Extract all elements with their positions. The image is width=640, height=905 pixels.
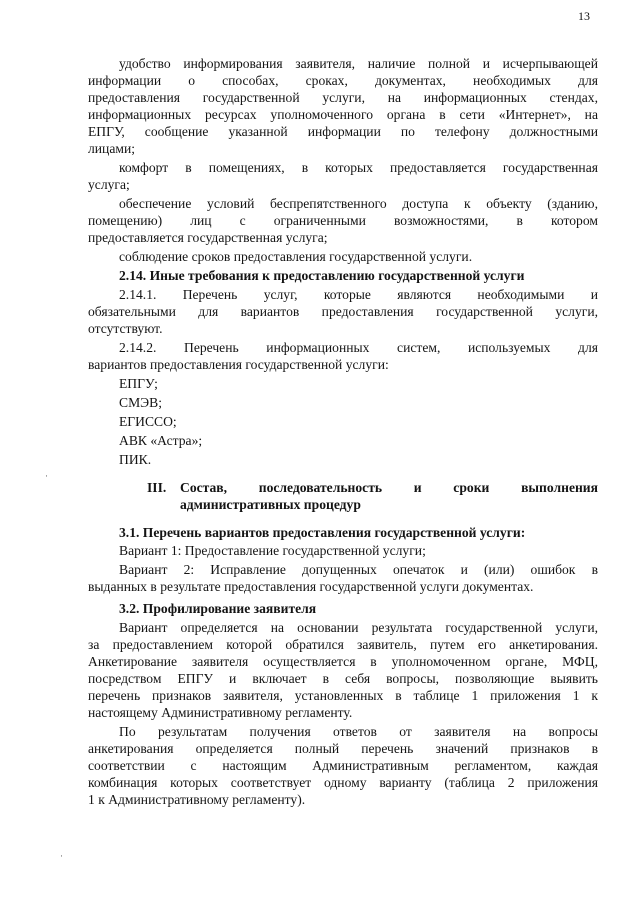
heading-2-14 [88,267,598,284]
page-number: 13 [578,9,590,23]
text-line: соответствии с настоящим Административным регламентом, каждая [88,758,598,773]
heading-text: 2.14. Иные требования к предоставлению государственной услуги [119,268,525,283]
text-line: 2.14.1. Перечень услуг, которые являются необходимыми и [119,287,598,302]
heading-3-1 [88,524,598,541]
text-line: предоставляется государственная услуга; [88,230,328,245]
text-line: помещению) лиц с ограниченными возможностями, в котором [88,213,598,228]
text-line: обеспечение условий беспрепятственного доступа к объекту (зданию, [119,196,598,211]
section-title-line2: административных процедур [180,497,361,512]
paragraph-3-2-a [88,619,598,636]
text-line: предоставления государственной услуги, на информационных стендах, [88,90,598,105]
text-line: вариантов предоставления государственной услуги: [88,357,389,372]
scan-speck: · [45,471,48,481]
list-item: ПИК. [119,452,152,467]
text-line: Вариант 1: Предоставление государственной услуги; [119,543,426,558]
paragraph-3-2-b [88,723,598,740]
list-item: ЕПГУ; [119,376,158,391]
variant-2 [88,561,598,578]
text-line: соблюдение сроков предоставления государственной услуги. [119,249,473,264]
paragraph-deadlines [88,248,598,265]
variant-1 [88,542,598,559]
text-line: услуга; [88,177,130,192]
heading-text: 3.2. Профилирование заявителя [119,601,317,616]
text-line: комбинация которых соответствует одному варианту (таблица 2 приложения [88,775,598,790]
list-item: СМЭВ; [119,395,162,410]
text-line: настоящему Административному регламенту. [88,705,353,720]
text-line: Анкетирование заявителя осуществляется в уполномоченном органе, МФЦ, [88,654,598,669]
paragraph-accessibility [88,195,598,212]
paragraph-2-14-1 [88,286,598,303]
text-line: Вариант определяется на основании результата государственной услуги, [119,620,598,635]
paragraph-2-14-2 [88,339,598,356]
text-line: выданных в результате предоставления государственной услуги документах. [88,579,534,594]
scan-speck: · [60,851,63,861]
text-line: 2.14.2. Перечень информационных систем, используемых для [119,340,598,355]
text-line: ЕПГУ, сообщение указанной информации по телефону должностными [88,124,598,139]
text-line: Вариант 2: Исправление допущенных опечаток и (или) ошибок в [119,562,598,577]
text-line: за предоставлением которой обратился заявитель, путем его анкетирования. [88,637,598,652]
text-line: лицами; [88,141,136,156]
text-line: анкетирования определяется полный перечень значений признаков в [88,741,598,756]
heading-3-2 [88,600,598,617]
text-line: удобство информирования заявителя, наличие полной и исчерпывающей [119,56,598,71]
text-line: комфорт в помещениях, в которых предоставляется государственная [119,160,598,175]
section-title: Состав, последовательность и сроки выполнения [180,480,598,495]
text-line: обязательными для вариантов предоставления государственной услуги, [88,304,598,319]
text-line: отсутствуют. [88,321,163,336]
paragraph-comfort [88,159,598,176]
heading-text: 3.1. Перечень вариантов предоставления государственной услуги: [119,525,526,540]
text-line: информационных ресурсах уполномоченного органа в сети «Интернет», на [88,107,598,122]
text-line: посредством ЕПГУ и включает в себя вопросы, позволяющие выявить [88,671,598,686]
list-item: АВК «Астра»; [119,433,203,448]
section-number: III. [147,480,167,495]
text-line: 1 к Административному регламенту). [88,792,306,807]
text-line: По результатам получения ответов от заявителя на вопросы [119,724,598,739]
text-line: информации о способах, сроках, документах, необходимых для [88,73,598,88]
paragraph-information [88,55,598,72]
text-line: перечень признаков заявителя, установленных в таблице 1 приложения 1 к [88,688,598,703]
list-item: ЕГИССО; [119,414,177,429]
